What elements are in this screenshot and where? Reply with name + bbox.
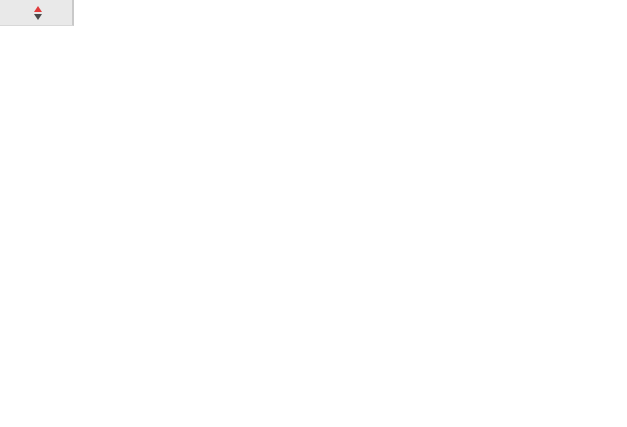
period-column-header[interactable] [0, 0, 74, 26]
sort-asc-icon [34, 6, 42, 12]
sort-icon[interactable] [34, 6, 42, 20]
sort-desc-icon [34, 14, 42, 20]
